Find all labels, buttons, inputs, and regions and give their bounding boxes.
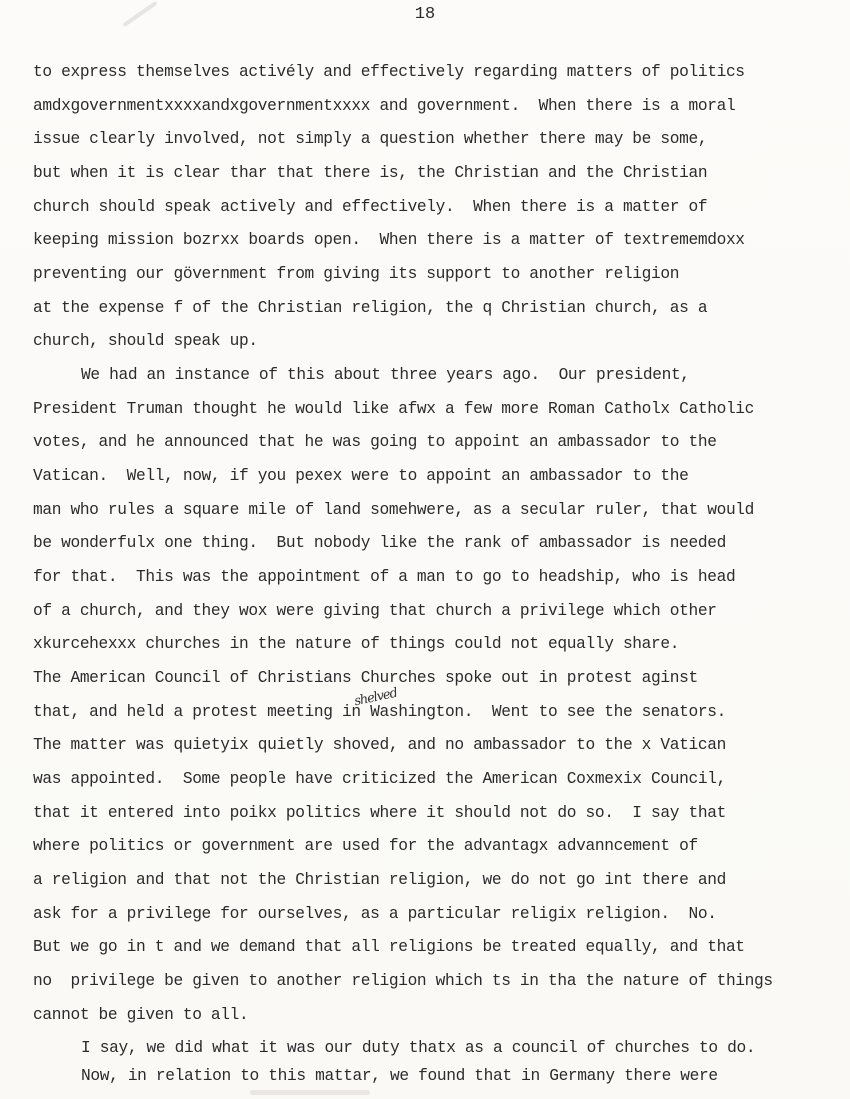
text-line: We had an instance of this about three years ago. Our president, [81, 366, 690, 384]
text-line: preventing our gövernment from giving its support to another religion [33, 265, 680, 283]
text-line: for that. This was the appointment of a man to go to headship, who is head [33, 568, 736, 586]
text-line: a religion and that not the Christian religion, we do not go int there and [33, 871, 726, 889]
text-line: of a church, and they wox were giving that church a privilege which other [33, 602, 717, 620]
text-line: issue clearly involved, not simply a question whether there may be some, [33, 130, 708, 148]
text-line: man who rules a square mile of land somehwere, as a secular ruler, that would [33, 501, 755, 519]
text-line: church, should speak up. [33, 332, 258, 350]
text-line: Now, in relation to this mattar, we found that in Germany there were [81, 1067, 718, 1085]
text-line: be wonderfulx one thing. But nobody like the rank of ambassador is needed [33, 534, 726, 552]
text-line: church should speak actively and effectively. When there is a matter of [33, 198, 708, 216]
text-line: was appointed. Some people have criticized the American Coxmexix Council, [33, 770, 726, 788]
text-line: where politics or government are used for the advantagx advanncement of [33, 837, 698, 855]
text-line: cannot be given to all. [33, 1006, 249, 1024]
text-line: ask for a privilege for ourselves, as a particular religix religion. No. [33, 905, 717, 923]
text-line: The American Council of Christians Churches spoke out in protest aginst [33, 669, 698, 687]
text-line: but when it is clear thar that there is, the Christian and the Christian [33, 164, 708, 182]
text-line: xkurcehexxx churches in the nature of things could not equally share. [33, 635, 680, 653]
text-line: that, and held a protest meeting in Washington. Went to see the senators. [33, 703, 726, 721]
handwritten-annotation: shelved [352, 685, 399, 710]
text-line: votes, and he announced that he was going to appoint an ambassador to the [33, 433, 717, 451]
text-line: no privilege be given to another religion which ts in tha the nature of things [33, 972, 773, 990]
page-number: 18 [414, 5, 436, 24]
text-line: amdxgovernmentxxxxandxgovernmentxxxx and government. When there is a moral [33, 97, 736, 115]
text-line: to express themselves activély and effectively regarding matters of politics [33, 63, 745, 81]
text-line: The matter was quietyix quietly shoved, and no ambassador to the x Vatican [33, 736, 726, 754]
text-line: President Truman thought he would like afwx a few more Roman Catholx Catholic [33, 400, 755, 418]
text-line: at the expense f of the Christian religion, the q Christian church, as a [33, 299, 708, 317]
text-line: that it entered into poikx politics where it should not do so. I say that [33, 804, 726, 822]
text-line: keeping mission bozrxx boards open. When there is a matter of textrememdoxx [33, 231, 745, 249]
paper-smear [250, 1090, 370, 1095]
text-line: Vatican. Well, now, if you pexex were to appoint an ambassador to the [33, 467, 689, 485]
text-line: But we go in t and we demand that all religions be treated equally, and that [33, 938, 745, 956]
text-line: I say, we did what it was our duty thatx as a council of churches to do. [81, 1039, 756, 1057]
